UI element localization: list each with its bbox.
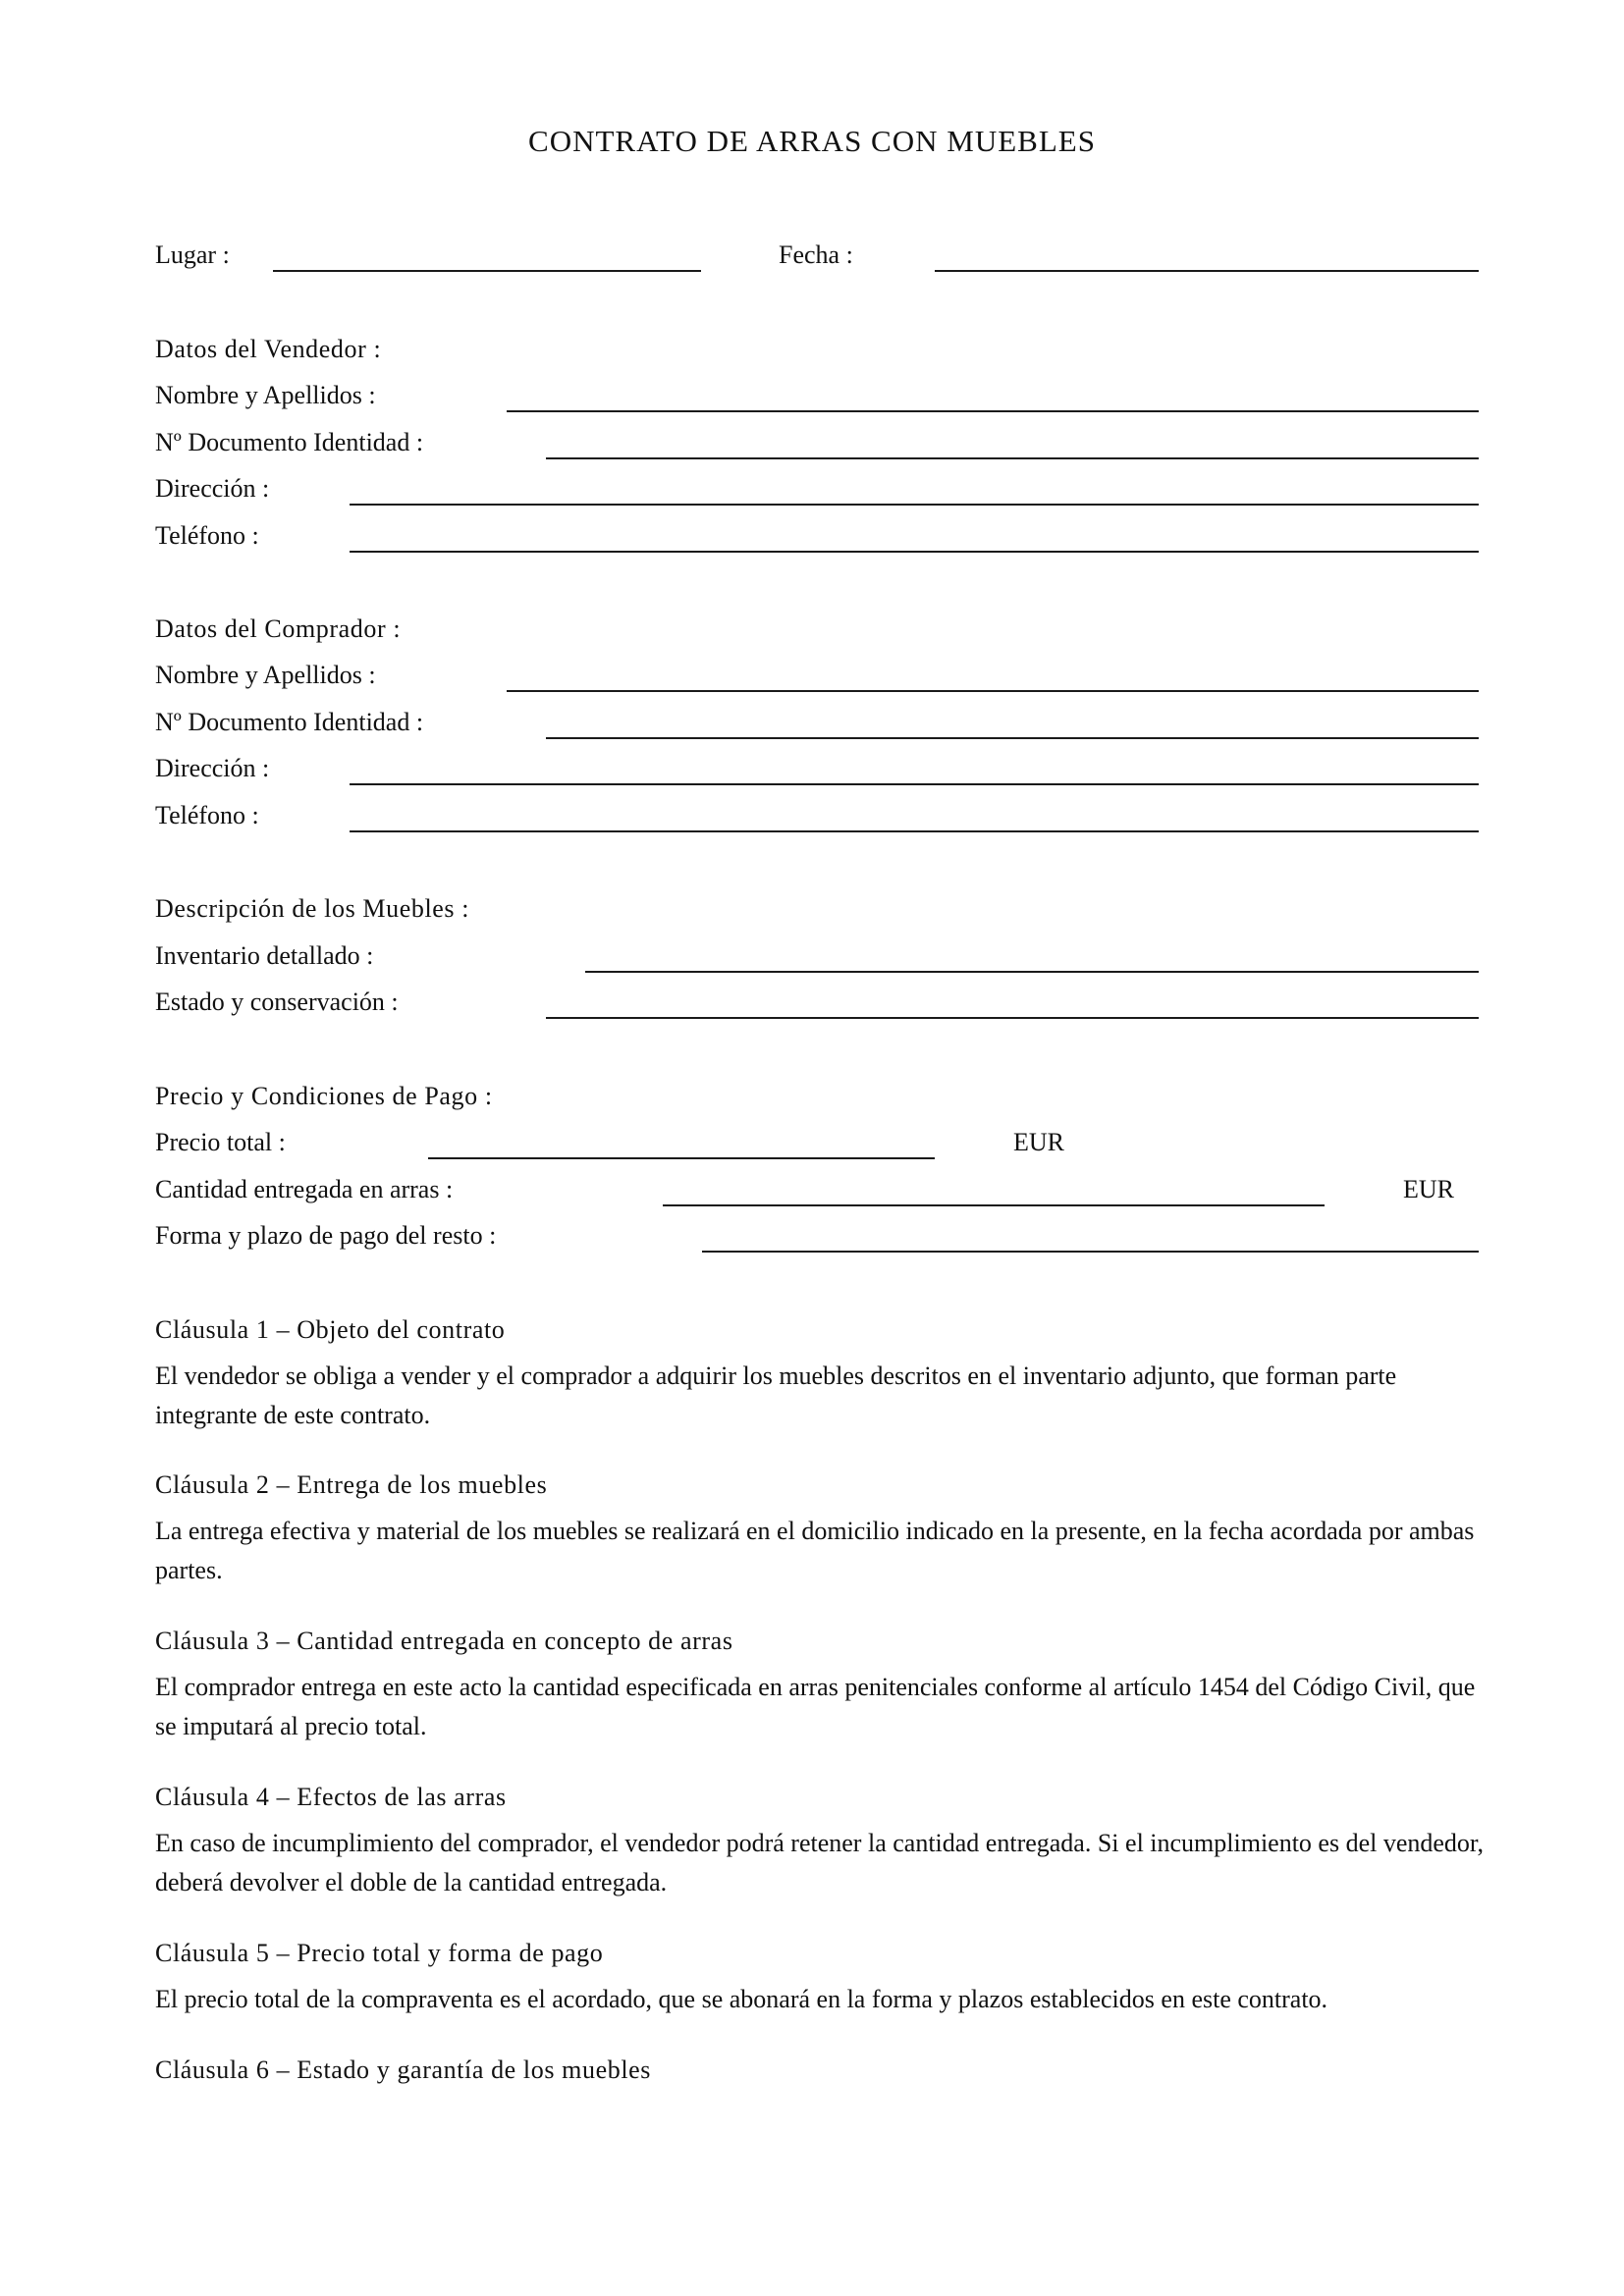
clause-1-text: El vendedor se obliga a vender y el comprador a adquirir los muebles descritos en el inventario adjunto, que forman parte integrante de este contrato. [155,1362,1397,1429]
muebles-heading: Descripción de los Muebles : [155,894,470,923]
clause-4-text: En caso de incumplimiento del comprador, el vendedor podrá retener la cantidad entregada. Si el incumplimiento es del vendedor, deberá devolver el doble de la cantidad entregada. [155,1829,1485,1896]
comprador-heading: Datos del Comprador : [155,614,402,643]
arras-field[interactable] [663,1204,1325,1206]
comprador-nombre-field[interactable] [507,690,1479,692]
vendedor-telefono-label: Teléfono : [155,521,259,550]
comprador-documento-label: Nº Documento Identidad : [155,708,424,736]
vendedor-documento-label: Nº Documento Identidad : [155,428,424,456]
precio-total-field[interactable] [428,1157,935,1159]
clause-2-text: La entrega efectiva y material de los muebles se realizará en el domicilio indicado en la presente, en la fecha acordada por ambas partes. [155,1517,1475,1584]
comprador-nombre-label: Nombre y Apellidos : [155,661,376,689]
comprador-telefono-field[interactable] [350,830,1479,832]
clause-6-title: Cláusula 6 – Estado y garantía de los muebles [155,2056,652,2084]
lugar-field[interactable] [273,270,701,272]
lugar-label: Lugar : [155,240,230,269]
vendedor-documento-field[interactable] [546,457,1479,459]
forma-pago-label: Forma y plazo de pago del resto : [155,1221,497,1250]
inventario-field[interactable] [585,971,1479,973]
vendedor-nombre-label: Nombre y Apellidos : [155,381,376,409]
clause-2-title: Cláusula 2 – Entrega de los muebles [155,1470,548,1499]
comprador-documento-field[interactable] [546,737,1479,739]
document-title: CONTRATO DE ARRAS CON MUEBLES [528,124,1096,158]
clause-4-title: Cláusula 4 – Efectos de las arras [155,1783,507,1811]
clause-3-text: El comprador entrega en este acto la cantidad especificada en arras penitenciales conforme al artículo 1454 del Código Civil, que se imputará al precio total. [155,1673,1476,1740]
fecha-field[interactable] [935,270,1479,272]
precio-total-currency: EUR [1013,1128,1064,1156]
precio-heading: Precio y Condiciones de Pago : [155,1082,493,1110]
vendedor-heading: Datos del Vendedor : [155,335,382,363]
comprador-telefono-label: Teléfono : [155,801,259,829]
forma-pago-field[interactable] [702,1251,1479,1253]
precio-total-label: Precio total : [155,1128,286,1156]
arras-label: Cantidad entregada en arras : [155,1175,454,1203]
vendedor-telefono-field[interactable] [350,551,1479,553]
fecha-label: Fecha : [779,240,853,269]
vendedor-nombre-field[interactable] [507,410,1479,412]
comprador-direccion-field[interactable] [350,783,1479,785]
comprador-direccion-label: Dirección : [155,754,270,782]
vendedor-direccion-label: Dirección : [155,474,270,503]
clause-5-title: Cláusula 5 – Precio total y forma de pago [155,1939,604,1967]
clause-1-title: Cláusula 1 – Objeto del contrato [155,1315,506,1344]
estado-label: Estado y conservación : [155,988,399,1016]
estado-field[interactable] [546,1017,1479,1019]
clause-5-text: El precio total de la compraventa es el acordado, que se abonará en la forma y plazos establecidos en este contrato. [155,1985,1328,2013]
inventario-label: Inventario detallado : [155,941,374,970]
clause-3-title: Cláusula 3 – Cantidad entregada en concepto de arras [155,1627,733,1655]
arras-currency: EUR [1403,1175,1454,1203]
vendedor-direccion-field[interactable] [350,504,1479,506]
